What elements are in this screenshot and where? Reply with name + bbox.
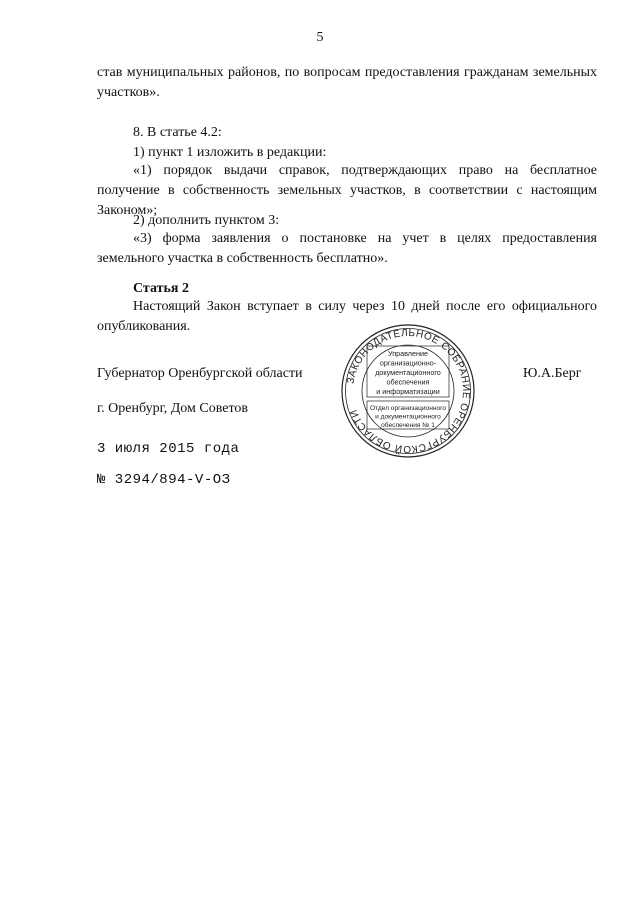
seal-box2-line: и документационного <box>375 413 441 421</box>
item-8: 8. В статье 4.2: <box>133 125 222 140</box>
seal-box1-line: Управление <box>388 349 428 358</box>
seal-box1-line: и информатизации <box>376 387 440 396</box>
paragraph-continuation: став муниципальных районов, по вопросам предоставления гражданам земельных участков». <box>97 65 597 100</box>
seal-box1-line: организационно- <box>379 358 437 368</box>
article-2-text: Настоящий Закон вступает в силу через 10 дней после его официального опубликования. <box>97 299 597 334</box>
official-seal <box>340 323 476 459</box>
article-2-heading: Статья 2 <box>133 281 189 296</box>
point-2-intro: 2) дополнить пунктом 3: <box>133 213 280 228</box>
signature-title: Губернатор Оренбургской области <box>97 366 303 381</box>
seal-outer-text: ЗАКОНОДАТЕЛЬНОЕ СОБРАНИЕ ОРЕНБУРГСКОЙ ОБЛАСТИ <box>345 327 472 455</box>
seal-box2-line: обеспечения № 1 <box>381 422 435 429</box>
signature-name: Ю.А.Берг <box>523 366 582 381</box>
point-1-intro: 1) пункт 1 изложить в редакции: <box>133 145 327 160</box>
point-3-text: «3) форма заявления о постановке на учет в целях предоставления земельного участка в собственность бесплатно». <box>97 231 597 266</box>
point-1-text: «1) порядок выдачи справок, подтверждающих право на бесплатное получение в собственность земельных участков, в соответствии с настоящим Законом»; <box>97 163 597 218</box>
seal-box1-line: обеспечения <box>386 377 430 387</box>
registration-number: № 3294/894-V-ОЗ <box>97 472 231 488</box>
page-number: 5 <box>316 30 324 45</box>
signing-date: 3 июля 2015 года <box>97 441 240 457</box>
seal-box1-line: документационного <box>375 368 441 377</box>
place-of-signing: г. Оренбург, Дом Советов <box>97 401 248 416</box>
seal-box2-line: Отдел организационного <box>369 405 447 412</box>
